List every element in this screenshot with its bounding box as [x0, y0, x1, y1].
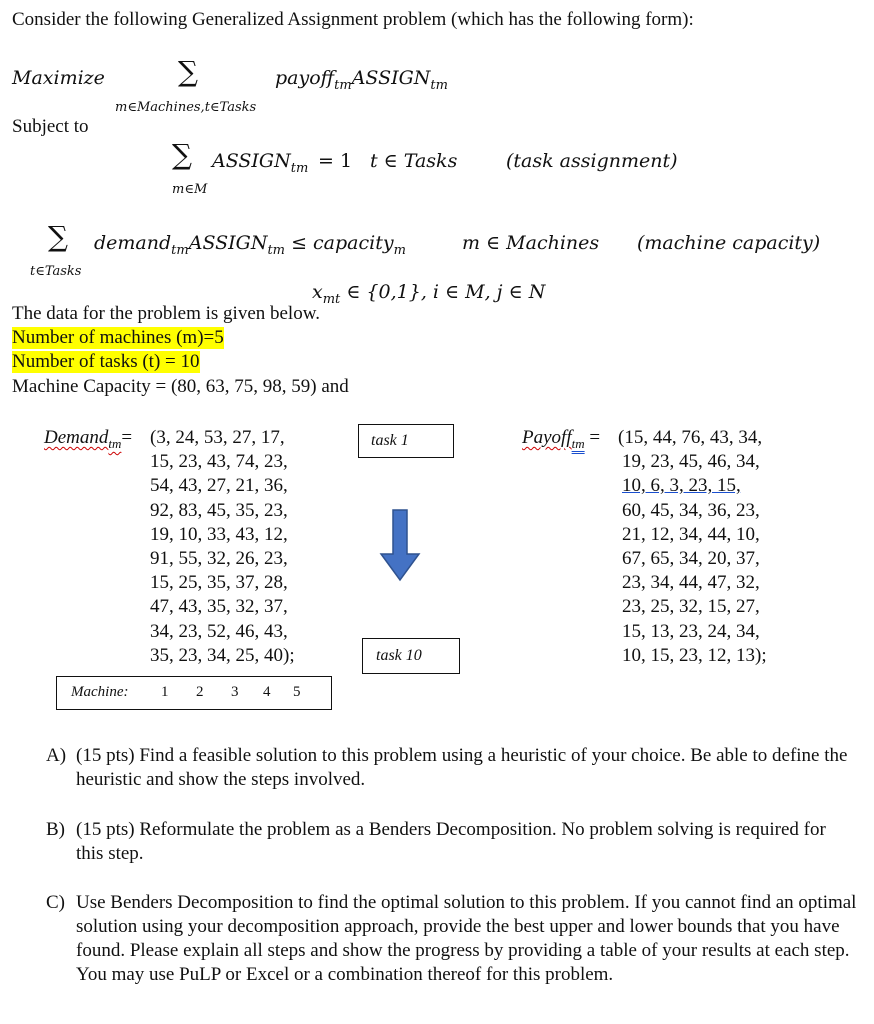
demand-row: 54, 43, 27, 21, 36,	[150, 475, 288, 497]
question-b-text: (15 pts) Reformulate the problem as a Benders Decomposition. No problem solving is required for this step.	[76, 819, 826, 864]
c2-demand-symbol: demand	[94, 232, 172, 254]
c2-capacity-symbol: capacity	[313, 232, 394, 254]
num-machines-text: Number of machines (m)=5	[12, 327, 224, 348]
demand-row: 15, 23, 43, 74, 23,	[150, 451, 288, 473]
demand-symbol: Demand	[44, 427, 109, 448]
c2-assign-subscript: tm	[267, 243, 286, 258]
c1-domain: t ∈ Tasks	[370, 150, 458, 172]
payoff-row: 21, 12, 34, 44, 10,	[622, 523, 760, 545]
c2-demand-subscript: tm	[171, 243, 189, 258]
c1-rhs: = 1	[318, 150, 353, 172]
binary-var: x	[312, 281, 323, 303]
payoff-row: 10, 6, 3, 23, 15,	[622, 475, 741, 497]
question-c-text: Use Benders Decomposition to find the optimal solution to this problem. If you cannot find an optimal solution using your decomposition approach, provide the best upper and lower bounds that you have found. Please explain all steps and show the progress by providing a table of your results at each step. You may use PuLP or Excel or a combination thereof for this problem.	[76, 892, 857, 985]
demand-subscript: tm	[108, 436, 122, 451]
binary-domain: ∈ {0,1}, i ∈ M, j ∈ N	[346, 281, 546, 303]
question-b-label: B)	[46, 819, 65, 840]
machine-number: 2	[196, 684, 204, 700]
payoff-symbol: payoff	[275, 67, 335, 89]
payoff-row: 19, 23, 45, 46, 34,	[622, 451, 760, 473]
question-a-text: (15 pts) Find a feasible solution to this problem using a heuristic of your choice. Be able to define the heuristic and show the steps involved.	[76, 745, 848, 790]
demand-label	[44, 426, 132, 456]
payoff-row: 10, 15, 23, 12, 13);	[622, 644, 767, 666]
machine-number: 1	[161, 684, 169, 700]
question-a-label: A)	[46, 745, 67, 766]
demand-row: 19, 10, 33, 43, 12,	[150, 523, 288, 545]
demand-row: 47, 43, 35, 32, 37,	[150, 596, 288, 618]
c2-capacity-subscript: m	[393, 243, 406, 258]
payoff-row: 60, 45, 34, 36, 23,	[622, 499, 760, 521]
machine-number: 3	[231, 684, 239, 700]
payoff-equals: =	[584, 427, 601, 448]
c1-term	[212, 150, 308, 176]
machine-label: Machine:	[71, 684, 129, 700]
assign-subscript: tm	[430, 78, 448, 93]
machine-number: 4	[263, 684, 271, 700]
demand-equals: =	[121, 427, 133, 448]
c2-leq: ≤	[291, 232, 307, 254]
question-a	[46, 744, 856, 792]
capacity-text: Machine Capacity = (80, 63, 75, 98, 59) and	[12, 376, 349, 397]
payoff-row: 23, 25, 32, 15, 27,	[622, 596, 760, 618]
demand-row: 34, 23, 52, 46, 43,	[150, 620, 288, 642]
payoff-row: 67, 65, 34, 20, 37,	[622, 548, 760, 570]
task-last-label: task 10	[376, 647, 422, 664]
question-c	[46, 891, 862, 987]
c2-sigma: ∑	[48, 220, 68, 253]
subject-to-label: Subject to	[12, 116, 89, 137]
demand-row: 91, 55, 32, 26, 23,	[150, 548, 288, 570]
payoff-row: 15, 13, 23, 24, 34,	[622, 620, 760, 642]
binary-constraint	[312, 281, 545, 307]
payoff-subscript: tm	[334, 78, 352, 93]
demand-row: 92, 83, 45, 35, 23,	[150, 499, 288, 521]
down-arrow-icon	[378, 508, 422, 582]
c1-sum-index: m∈M	[172, 182, 208, 197]
task-first-label: task 1	[371, 432, 409, 449]
payoff-matrix	[618, 426, 767, 668]
c1-assign-symbol: ASSIGN	[212, 150, 291, 172]
objective-sum-index: m∈Machines,t∈Tasks	[115, 100, 257, 115]
c2-label: (machine capacity)	[637, 232, 821, 254]
machine-box	[56, 676, 332, 710]
task-last-box	[362, 638, 460, 674]
assign-symbol: ASSIGN	[351, 67, 431, 89]
question-c-label: C)	[46, 892, 65, 913]
c2-sum-index: t∈Tasks	[30, 264, 82, 279]
objective-sigma: ∑	[178, 55, 198, 88]
c1-sigma: ∑	[172, 138, 192, 171]
num-tasks-text: Number of tasks (t) = 10	[12, 351, 200, 372]
c2-term	[94, 232, 406, 258]
c1-label: (task assignment)	[506, 150, 678, 172]
demand-row: 15, 25, 35, 37, 28,	[150, 572, 288, 594]
c2-assign-symbol: ASSIGN	[188, 232, 268, 254]
maximize-label: Maximize	[12, 67, 105, 89]
intro-text: Consider the following Generalized Assignment problem (which has the following form):	[12, 9, 694, 30]
task-first-box	[358, 424, 454, 458]
binary-var-subscript: mt	[322, 292, 341, 307]
data-intro-text: The data for the problem is given below.	[12, 303, 320, 324]
demand-row: (3, 24, 53, 27, 17,	[150, 427, 285, 448]
machine-number: 5	[293, 684, 301, 700]
payoff-row: 23, 34, 44, 47, 32,	[622, 572, 760, 594]
payoff-row: (15, 44, 76, 43, 34,	[618, 427, 763, 448]
objective-term	[275, 67, 448, 93]
question-b	[46, 818, 856, 866]
demand-row: 35, 23, 34, 25, 40);	[150, 644, 295, 666]
c1-assign-subscript: tm	[290, 161, 309, 176]
c2-domain: m ∈ Machines	[462, 232, 600, 254]
demand-matrix	[150, 426, 295, 668]
payoff-symbol: Payoff	[522, 427, 572, 448]
payoff-label	[522, 426, 600, 456]
payoff-subscript: tm	[571, 436, 585, 451]
